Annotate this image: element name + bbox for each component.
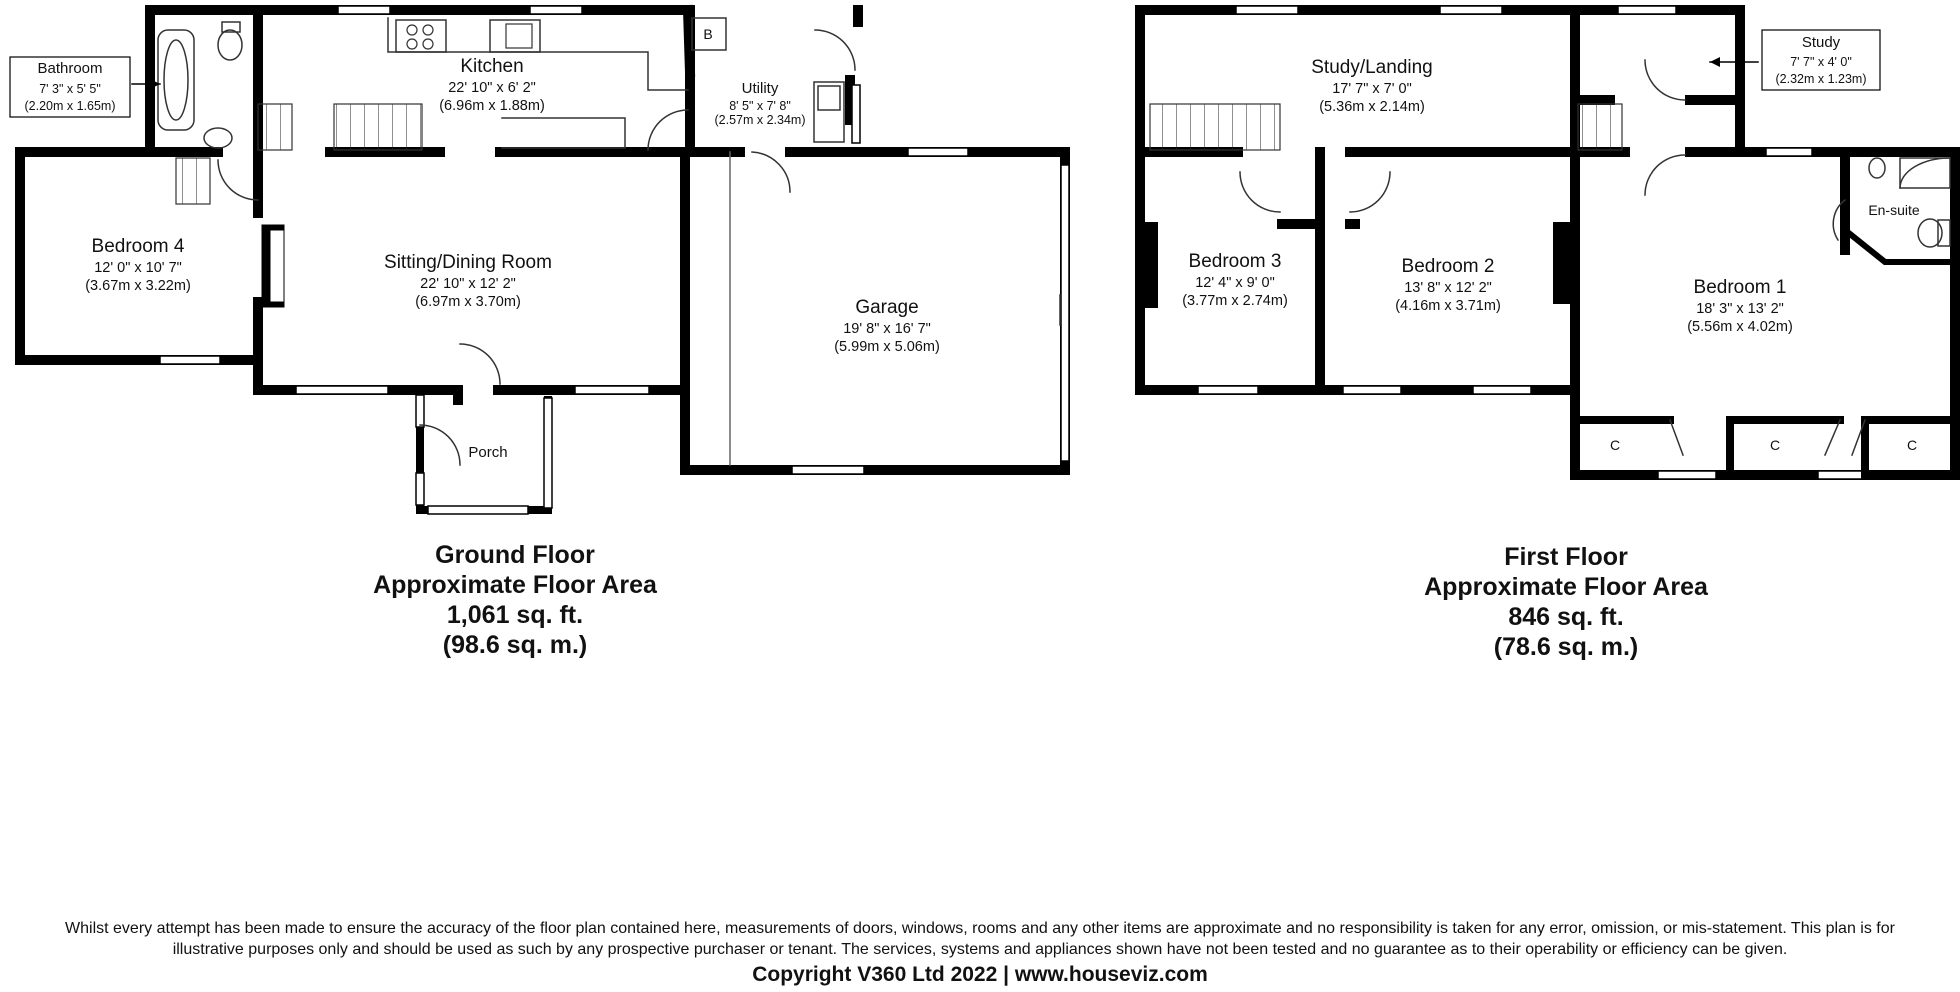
bathroom-imperial: 7' 3" x 5' 5" bbox=[39, 82, 101, 96]
ground-labels bbox=[24, 26, 939, 461]
copyright: Copyright V360 Ltd 2022 | www.houseviz.com bbox=[752, 963, 1208, 986]
first-floor-title: First Floor bbox=[1504, 543, 1628, 571]
cupboards bbox=[1575, 420, 1955, 475]
garage-metric: (5.99m x 5.06m) bbox=[834, 339, 940, 355]
bedroom1-imperial: 18' 3" x 13' 2" bbox=[1696, 301, 1784, 317]
disclaimer-line-2: illustrative purposes only and should be used as such by any prospective purchaser or tenant. The services, systems and appliances shown have not been tested and no guarantee as to their operability or efficiency can be given. bbox=[172, 941, 1788, 958]
ground-floor-sqm: (98.6 sq. m.) bbox=[442, 631, 588, 659]
kitchen-name: Kitchen bbox=[460, 56, 524, 77]
ground-floor-title: Ground Floor bbox=[435, 541, 595, 569]
sitting-metric: (6.97m x 3.70m) bbox=[415, 294, 521, 310]
ground-floor-area-block bbox=[215, 540, 815, 660]
sitting-imperial: 22' 10" x 12' 2" bbox=[420, 276, 516, 292]
bedroom2-imperial: 13' 8" x 12' 2" bbox=[1404, 280, 1492, 296]
first-floor-sqft: 846 sq. ft. bbox=[1508, 603, 1624, 631]
bathroom-metric: (2.20m x 1.65m) bbox=[24, 99, 116, 113]
porch-name: Porch bbox=[468, 444, 508, 461]
bedroom4-name: Bedroom 4 bbox=[91, 236, 185, 257]
first-floor-area-block bbox=[1266, 542, 1866, 662]
cupboard-label-2: C bbox=[1769, 437, 1781, 453]
kitchen-imperial: 22' 10" x 6' 2" bbox=[448, 80, 536, 96]
ground-windows bbox=[160, 6, 1069, 514]
study-name: Study bbox=[1801, 34, 1841, 51]
landing-metric: (5.36m x 2.14m) bbox=[1319, 99, 1425, 115]
bathroom-fixtures bbox=[158, 22, 242, 148]
first-floor-sqm: (78.6 sq. m.) bbox=[1493, 633, 1639, 661]
bathroom-name: Bathroom bbox=[37, 60, 103, 77]
boiler-label: B bbox=[703, 26, 713, 42]
first-floor-subtitle: Approximate Floor Area bbox=[1424, 573, 1708, 601]
bedroom2-metric: (4.16m x 3.71m) bbox=[1395, 298, 1501, 314]
bedroom1-metric: (5.56m x 4.02m) bbox=[1687, 319, 1793, 335]
cupboard-label-1: C bbox=[1609, 437, 1621, 453]
garage-imperial: 19' 8" x 16' 7" bbox=[843, 321, 931, 337]
utility-metric: (2.57m x 2.34m) bbox=[714, 113, 806, 127]
sitting-name: Sitting/Dining Room bbox=[384, 252, 552, 273]
landing-imperial: 17' 7" x 7' 0" bbox=[1332, 81, 1412, 97]
ground-floor-sqft: 1,061 sq. ft. bbox=[446, 601, 584, 629]
bedroom3-imperial: 12' 4" x 9' 0" bbox=[1195, 275, 1275, 291]
kitchen-metric: (6.96m x 1.88m) bbox=[439, 98, 545, 114]
main-walls bbox=[150, 10, 1065, 470]
cupboard-label-3: C bbox=[1906, 437, 1918, 453]
study-imperial: 7' 7" x 4' 0" bbox=[1790, 55, 1852, 69]
utility-imperial: 8' 5" x 7' 8" bbox=[729, 99, 791, 113]
disclaimer-line-1: Whilst every attempt has been made to ensure the accuracy of the floor plan contained here, measurements of doors, windows, rooms and any other items are approximate and no responsibility is taken for any error, omission, or mis-statement. This plan is for bbox=[65, 920, 1895, 937]
ensuite-name: En-suite bbox=[1868, 202, 1920, 218]
bedroom4-imperial: 12' 0" x 10' 7" bbox=[94, 260, 182, 276]
bedroom1-name: Bedroom 1 bbox=[1693, 277, 1787, 298]
bathroom-walls bbox=[150, 10, 258, 152]
utility-name: Utility bbox=[741, 80, 779, 97]
disclaimer bbox=[0, 918, 1960, 960]
ground-doors bbox=[218, 30, 1060, 465]
kitchen-counters bbox=[388, 18, 688, 148]
study-metric: (2.32m x 1.23m) bbox=[1775, 72, 1867, 86]
bedroom2-name: Bedroom 2 bbox=[1401, 256, 1495, 277]
bedroom3-name: Bedroom 3 bbox=[1188, 251, 1282, 272]
bedroom3-metric: (3.77m x 2.74m) bbox=[1182, 293, 1288, 309]
garage-name: Garage bbox=[855, 297, 919, 318]
landing-name: Study/Landing bbox=[1311, 57, 1433, 78]
ground-floor-subtitle: Approximate Floor Area bbox=[373, 571, 657, 599]
bedroom4-metric: (3.67m x 3.22m) bbox=[85, 278, 191, 294]
